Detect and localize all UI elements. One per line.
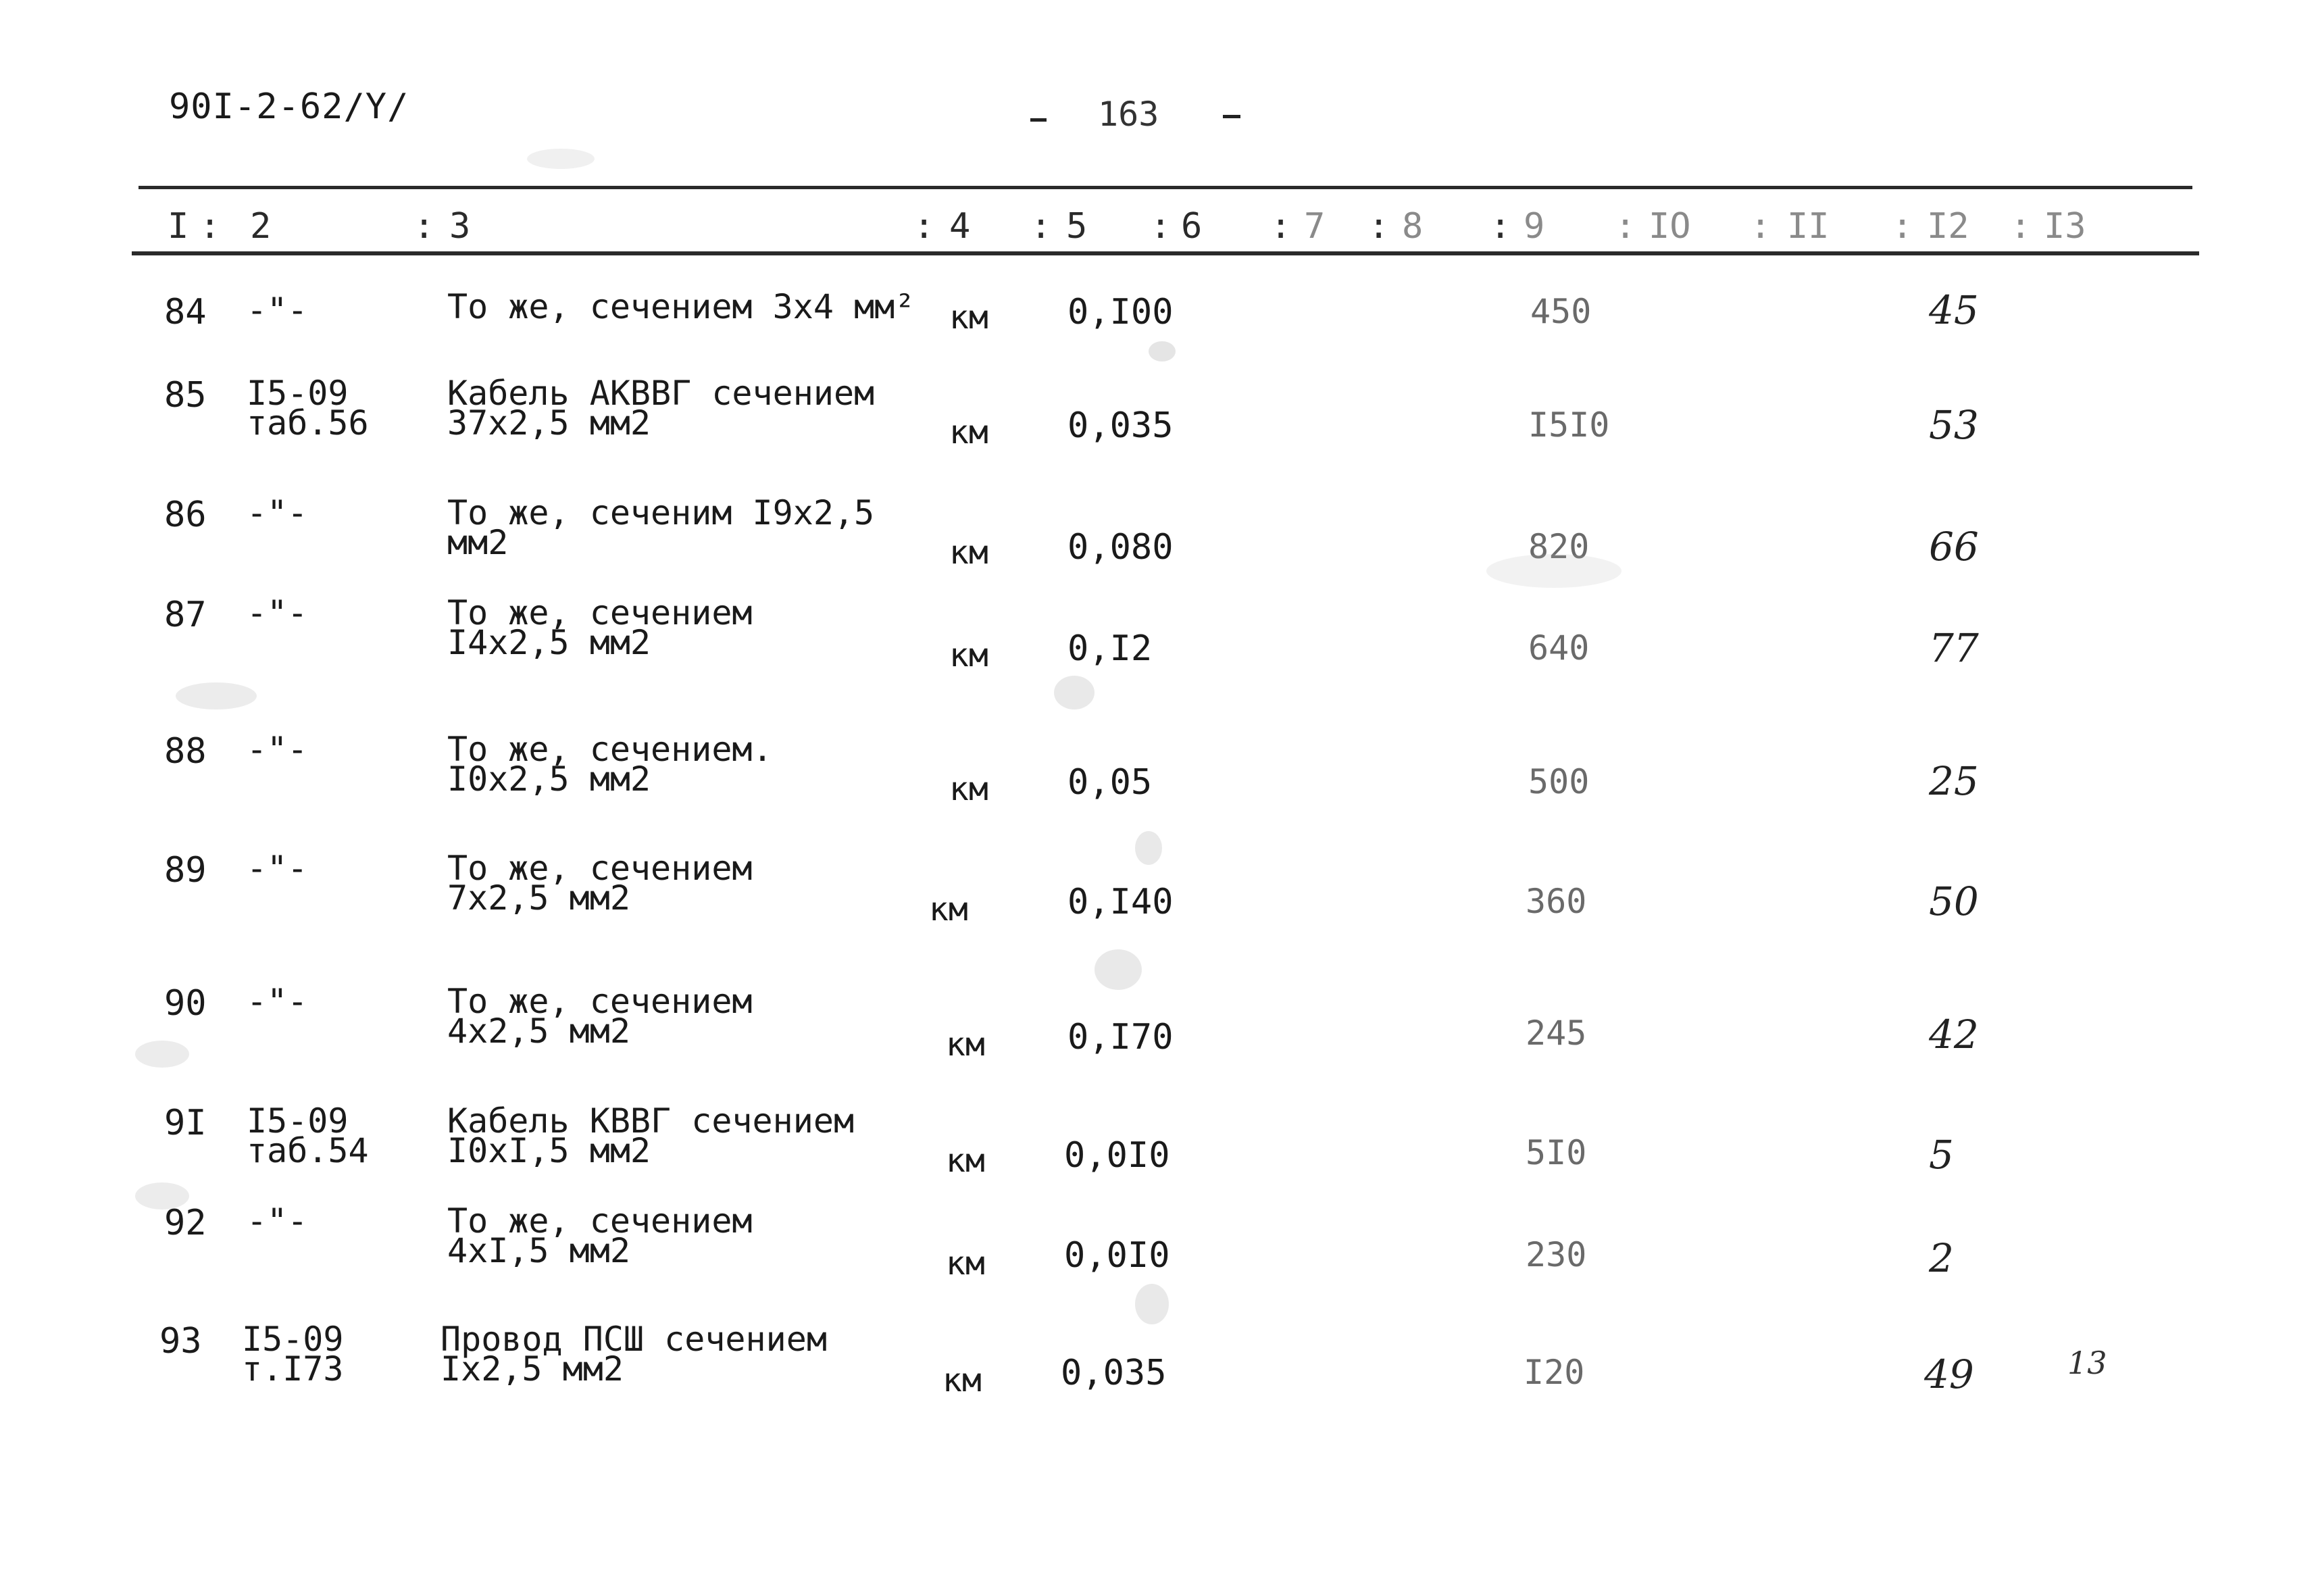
row-reference: I5-09 таб.54 xyxy=(247,1101,369,1170)
row-quantity: 0,I00 xyxy=(1067,292,1174,332)
row-quantity: 0,035 xyxy=(1067,405,1174,446)
row-unit: км xyxy=(946,1142,985,1180)
row-total: 45 xyxy=(1929,287,1979,333)
row-total: 77 xyxy=(1929,625,1979,671)
row-total: 5 xyxy=(1929,1132,1954,1178)
row-total: 2 xyxy=(1929,1235,1954,1281)
row-reference: I5-09 т.I73 xyxy=(242,1320,344,1389)
row-description: Кабель АКВВГ сечением 37х2,5 мм2 xyxy=(447,374,875,443)
column-header-4: 4 xyxy=(949,206,971,247)
row-number: 88 xyxy=(164,731,207,772)
row-description: Кабель КВВГ сечением I0хI,5 мм2 xyxy=(447,1101,855,1170)
row-number: 93 xyxy=(159,1321,202,1362)
column-header-1: I xyxy=(168,206,189,247)
row-unit: км xyxy=(949,534,988,572)
row-number: 85 xyxy=(164,375,207,416)
column-header-12: I2 xyxy=(1927,206,1969,247)
row-unit-price: 5I0 xyxy=(1526,1133,1587,1172)
row-quantity: 0,I2 xyxy=(1067,628,1153,669)
row-unit-price: 500 xyxy=(1528,762,1590,801)
row-unit-price: I20 xyxy=(1524,1353,1585,1392)
row-reference: -"- xyxy=(247,982,308,1021)
column-header-8: 8 xyxy=(1402,206,1424,247)
row-total: 53 xyxy=(1929,402,1979,448)
row-description: То же, сечением 7х2,5 мм2 xyxy=(447,849,753,918)
row-unit: км xyxy=(949,637,988,674)
row-unit: км xyxy=(946,1245,985,1282)
row-number: 9I xyxy=(164,1103,207,1143)
document-code: 90I-2-62/Y/ xyxy=(169,86,409,127)
row-description: То же, сечением I4х2,5 мм2 xyxy=(447,593,753,662)
row-number: 87 xyxy=(164,595,207,635)
scan-speck xyxy=(135,1182,189,1210)
row-total: 42 xyxy=(1929,1012,1979,1057)
row-description: То же, сечением 4х2,5 мм2 xyxy=(447,982,753,1051)
column-header-10: IO xyxy=(1649,206,1691,247)
scan-speck xyxy=(1135,831,1162,865)
scan-speck xyxy=(1486,554,1621,588)
row-unit-price: 245 xyxy=(1526,1014,1587,1053)
page-number-dash-right xyxy=(1223,115,1240,118)
row-reference: -"- xyxy=(247,1201,308,1241)
scan-speck xyxy=(176,682,257,709)
scan-speck xyxy=(1054,676,1095,709)
column-header-7: 7 xyxy=(1304,206,1326,247)
row-unit: км xyxy=(949,770,988,808)
row-total: 49 xyxy=(1924,1351,1974,1397)
row-quantity: 0,0I0 xyxy=(1064,1135,1170,1176)
row-unit: км xyxy=(942,1362,982,1399)
column-header-9: 9 xyxy=(1524,206,1545,247)
column-header-3: 3 xyxy=(449,206,471,247)
row-total: 50 xyxy=(1929,878,1979,924)
row-description: Провод ПСШ сечением Iх2,5 мм2 xyxy=(441,1320,827,1389)
row-reference: -"- xyxy=(247,493,308,532)
row-quantity: 0,I40 xyxy=(1067,882,1174,922)
row-description: То же, сечением. I0х2,5 мм2 xyxy=(447,730,773,799)
row-unit-price: 360 xyxy=(1526,882,1587,921)
row-reference: I5-09 таб.56 xyxy=(247,374,369,443)
row-unit: км xyxy=(946,1026,985,1064)
row-quantity: 0,080 xyxy=(1067,527,1174,568)
scan-speck xyxy=(135,1041,189,1068)
scan-speck xyxy=(1095,949,1142,990)
table-top-rule xyxy=(139,186,2192,189)
row-number: 84 xyxy=(164,292,207,332)
page-number: 163 xyxy=(1098,95,1159,134)
row-unit-price: 820 xyxy=(1528,527,1590,566)
row-reference: -"- xyxy=(247,291,308,330)
row-number: 86 xyxy=(164,495,207,535)
column-header-11: II xyxy=(1787,206,1830,247)
column-header-13: I3 xyxy=(2044,206,2086,247)
row-unit: км xyxy=(949,414,988,451)
row-quantity: 0,0I0 xyxy=(1064,1235,1170,1276)
document-page: 90I-2-62/Y/ 163 I : 2 : 3 : 4 : 5 : 6 : 7 : 8 : 9 : IO : II : I2 : I3 84 -"- То же, сечением 3х4 мм² км 0,I00 450 45 85 I5-09 таб.56 Кабель АКВВГ сечением 37х2,5 мм2 км 0,035 I5I0 53 86 -"- То же, сеченим I9х2,5 мм2 км 0,080 820 66 87 -"- То же, сечением I4х2,5 мм2 км 0,I2 640 77 88 -"- То же, сечением. I0х2,5 мм2 км 0,05 500 25 89 -"- То же, сечением 7х2,5 мм2 км 0,I40 360 50 90 -"- То же, сечением 4х2,5 мм2 км 0,I70 245 42 9I I5-09 таб.54 Кабель КВВГ сечением I0хI,5 мм2 км 0,0I0 5I0 5 92 -"- То же, сечением 4хI,5 мм2 км 0,0I0 230 2 93 I5-09 т.I73 Провод ПСШ сечением Iх2,5 мм2 км 0,035 I20 49 13 xyxy=(0,0,2314,1596)
row-quantity: 0,035 xyxy=(1061,1353,1167,1393)
row-unit-price: I5I0 xyxy=(1528,405,1610,445)
row-reference: -"- xyxy=(247,849,308,888)
row-reference: -"- xyxy=(247,730,308,769)
column-header-6: 6 xyxy=(1181,206,1203,247)
row-total: 66 xyxy=(1929,524,1979,570)
row-reference: -"- xyxy=(247,593,308,632)
table-header-rule xyxy=(132,251,2199,255)
row-description: То же, сечением 4хI,5 мм2 xyxy=(447,1201,753,1270)
margin-annotation: 13 xyxy=(2067,1345,2107,1381)
column-header-5: 5 xyxy=(1066,206,1088,247)
row-quantity: 0,I70 xyxy=(1067,1017,1174,1057)
row-number: 89 xyxy=(164,850,207,891)
row-quantity: 0,05 xyxy=(1067,762,1153,803)
page-number-dash-left xyxy=(1030,118,1047,122)
row-unit-price: 230 xyxy=(1526,1235,1587,1274)
row-number: 92 xyxy=(164,1203,207,1243)
row-description: То же, сечением 3х4 мм² xyxy=(447,287,915,326)
scan-speck xyxy=(1149,341,1176,361)
row-unit-price: 640 xyxy=(1528,628,1590,668)
scan-speck xyxy=(527,149,595,169)
row-total: 25 xyxy=(1929,758,1979,804)
row-unit-price: 450 xyxy=(1530,292,1592,331)
row-number: 90 xyxy=(164,983,207,1024)
row-unit: км xyxy=(929,891,968,928)
column-header-2: 2 xyxy=(250,206,272,247)
row-description: То же, сеченим I9х2,5 мм2 xyxy=(447,493,875,562)
row-unit: км xyxy=(949,299,988,336)
scan-speck xyxy=(1135,1284,1169,1324)
